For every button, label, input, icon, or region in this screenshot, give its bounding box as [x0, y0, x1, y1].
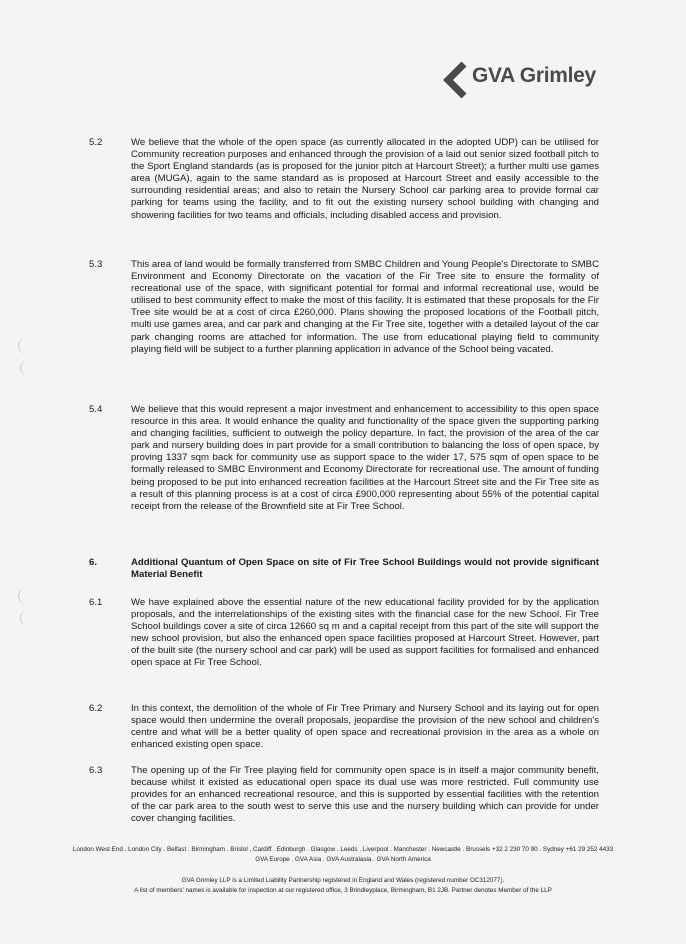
- section-number: 6.1: [89, 597, 103, 608]
- gva-grimley-logo: [434, 60, 604, 100]
- section-text: In this context, the demolition of the whole of Fir Tree Primary and Nursery School and its laying out for open space would then undermine the overall proposals, jeopardise the provision of the new school and children's centre and what will be a better quality of open space and recreational provision in the area as a whole on enhanced existing open space.: [131, 703, 599, 751]
- section-6-heading: [89, 557, 599, 581]
- logo-chevron-icon: [434, 62, 470, 98]
- section-number: 6.3: [89, 765, 103, 776]
- section-text: We believe that this would represent a major investment and enhancement to accessibility to this open space resource in this area. It would enhance the quality and functionality of the space given the supporting parking and changing facilities, sufficient to outweigh the policy departure. In fact, the provision of the area of the car park and nursery building does in part provide for a small contribution to balancing the loss of open space, by proving 1337 sqm back for community use as support space to the wider 17, 575 sqm of open space to be formally released to SMBC Environment and Economy Directorate for recreational use. The amount of funding being proposed to be put into enhanced recreation facilities at the Harcourt Street site and the Fir Tree site as a result of this planning process is at a cost of circa £900,000 representing about 55% of the potential capital receipt from the release of the Brownfield site at Fir Tree School.: [131, 404, 599, 512]
- section-heading-text: Additional Quantum of Open Space on site of Fir Tree School Buildings would not provide significant Material Benefit: [131, 557, 599, 581]
- punch-hole-mark: [18, 588, 38, 608]
- section-text: We believe that the whole of the open space (as currently allocated in the adopted UDP) can be utilised for Community recreation purposes and enhanced through the provision of a laid out senior sized football pitch to the Sport England standards (as is proposed for the junior pitch at Harcourt Street); a further multi use games area (MUGA), again to the same standard as is proposed at Harcourt Street and easily accessible to the surrounding residential areas; and also to retain the Nursery School car parking area to provide formal car parking for teams using the facility, and to fit out the existing nursery school building with changing and showering facilities for two teams and officials, including disabled access and provision.: [131, 137, 599, 221]
- section-number: 6.2: [89, 703, 103, 714]
- section-6-1: [89, 597, 599, 670]
- footer-offices-line-1: London West End . London City . Belfast . Birmingham . Bristol . Cardiff . Edinburgh . Glasgow . Leeds . Liverpool . Manchester . Newcastle . Brussels +32 2 230 70 90 . Sydney +61 29 252 4433: [72, 846, 614, 853]
- punch-hole-mark: [18, 338, 38, 358]
- section-6-2: [89, 703, 599, 751]
- footer-legal-line-1: GVA Grimley LLP is a Limited Liability Partnership registered in England and Wales (registered number OC312077).: [181, 877, 505, 884]
- section-text: This area of land would be formally transferred from SMBC Children and Young People's Directorate to SMBC Environment and Economy Directorate on the vacation of the Fir Tree site to ensure the formality of recreational use of the space, with significant potential for formal and informal recreational use, would be utilised to best community effect to make the most of this facility. It is estimated that these proposals for the Fir Tree site would be at a cost of circa £260,000. Plans showing the proposed locations of the Football pitch, multi use games area, and car park and changing at the Fir Tree site, together with a detailed layout of the car park changing rooms are attached for information. The use from educational playing field to community playing field will be subject to a further planning application in advance of the School being vacated.: [131, 259, 599, 355]
- section-5-4: [89, 404, 599, 513]
- footer-offices-line-2: GVA Europe . GVA Asia . GVA Australasia . GVA North America: [255, 856, 431, 863]
- section-text: We have explained above the essential nature of the new educational facility provided for by the application proposals, and the interrelationships of the existing sites with the financial case for the new School. Fir Tree School buildings cover a site of circa 12660 sq m and a capital receipt from this part of the site will support the new school provision, but also the enhanced open space facilities proposed at Harcourt Street. However, part of the built site (the nursery school and car park) will be used as support facilities for formalised and enhanced open space at Fir Tree School.: [131, 597, 599, 669]
- section-number: 5.3: [89, 259, 103, 270]
- section-number: 6.: [89, 557, 98, 568]
- logo-wordmark: GVA Grimley: [472, 64, 596, 87]
- section-number: 5.2: [89, 137, 103, 148]
- section-text: The opening up of the Fir Tree playing field for community open space is in itself a major community benefit, because whilst it existed as educational open space its dual use was more restricted. Full community use provides for an enhanced recreational resource, and this is supported by essential facilities with the retention of the car park area to the south west to serve this use and the nursery building which can provide for under cover changing facilities.: [131, 765, 599, 825]
- footer-legal-line-2: A list of members' names is available for inspection at our registered office, 3 Brindleyplace, Birmingham, B1 2JB. Partner denotes Member of the LLP: [134, 887, 552, 894]
- section-number: 5.4: [89, 404, 103, 415]
- section-6-3: [89, 765, 599, 825]
- section-5-2: [89, 137, 599, 222]
- section-5-3: [89, 259, 599, 356]
